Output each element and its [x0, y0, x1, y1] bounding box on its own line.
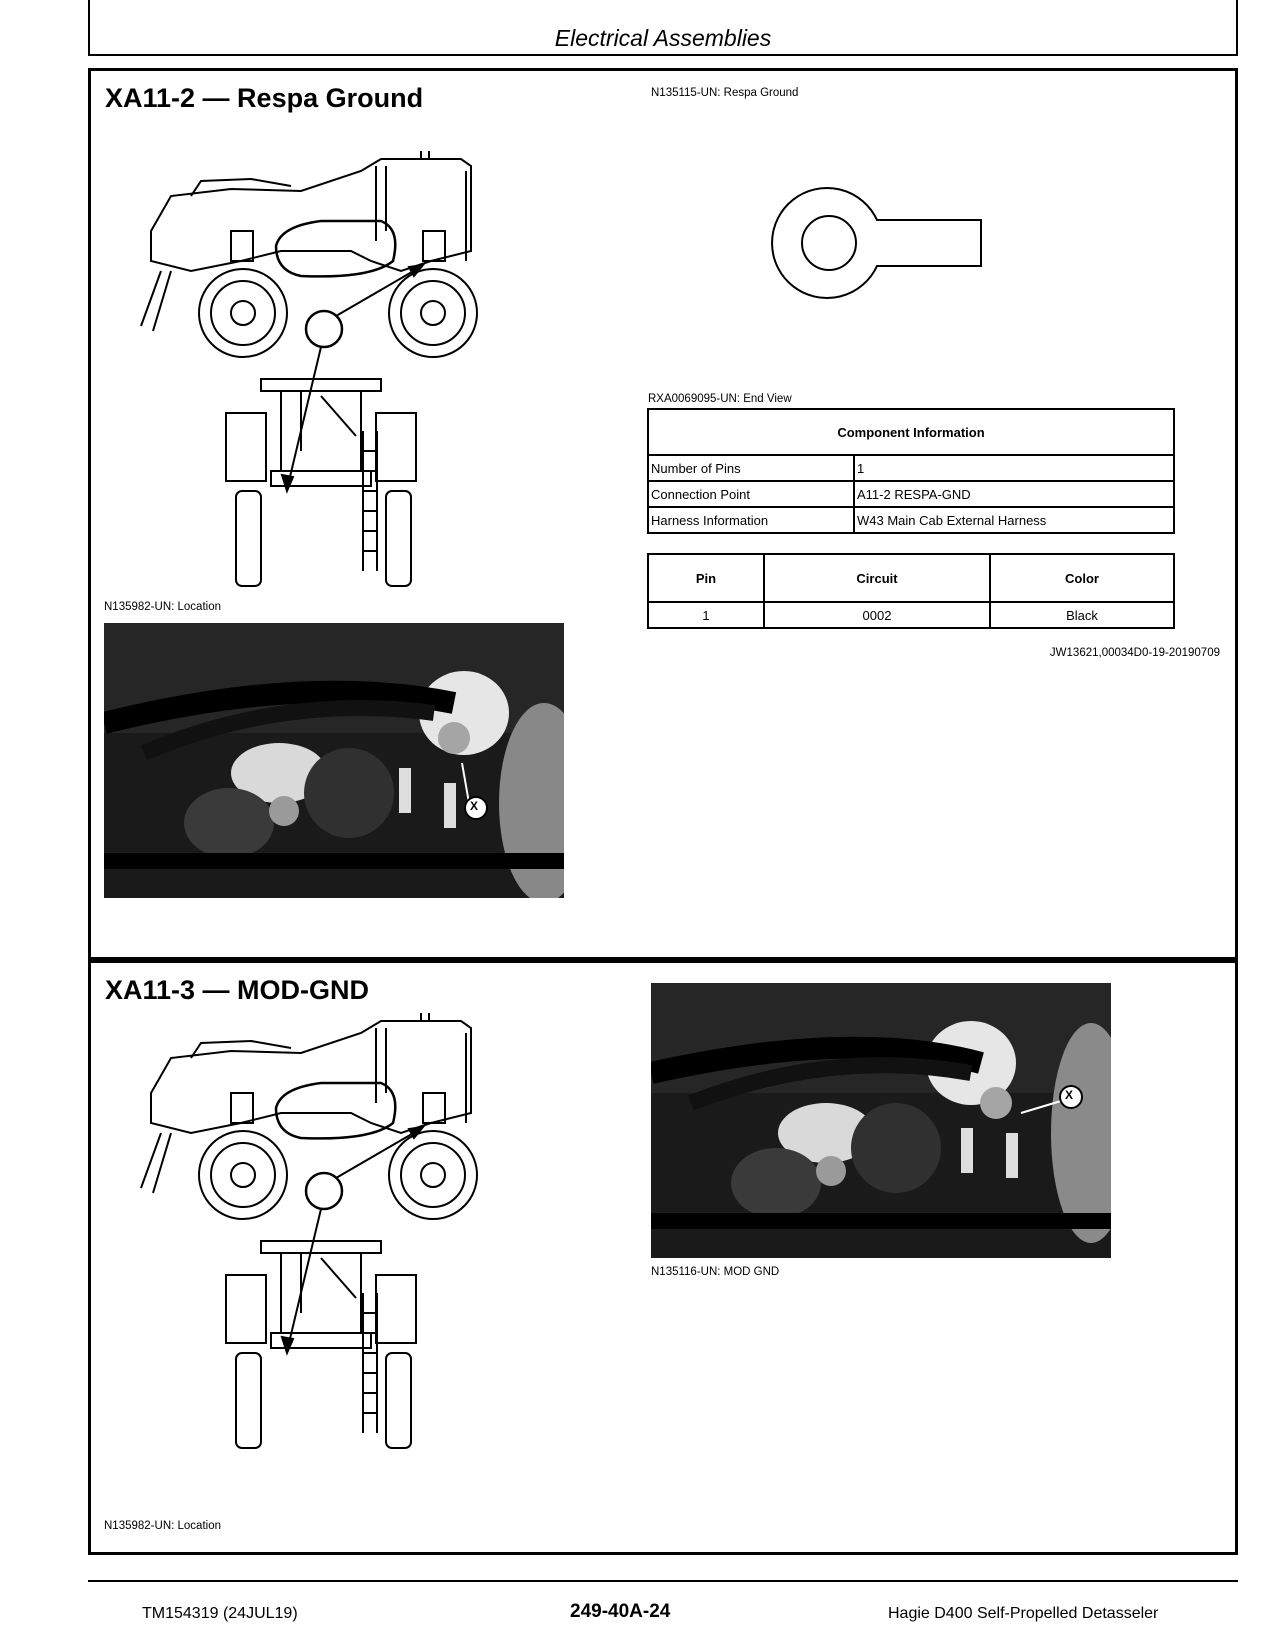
- pin-table: [647, 553, 1175, 629]
- doc-id: JW13621,00034D0-19-20190709: [1049, 647, 1220, 659]
- section-xa11-3: [88, 960, 1238, 1555]
- ring-terminal-drawing: [771, 186, 991, 306]
- table-row: [648, 481, 1174, 507]
- pin-cell: 1: [648, 602, 764, 628]
- machine-location-drawing: [131, 151, 511, 591]
- table-row: [648, 455, 1174, 481]
- machine-location-drawing: [131, 1013, 511, 1453]
- footer-right: Hagie D400 Self-Propelled Detasseler: [888, 1605, 1159, 1622]
- row-label: Connection Point: [648, 481, 854, 507]
- component-info-heading: Component Information: [648, 409, 1174, 455]
- row-value: 1: [854, 455, 1174, 481]
- table-row: [648, 507, 1174, 533]
- footer-rule: [88, 1580, 1238, 1582]
- connector-photo: [104, 623, 564, 898]
- location-caption: N135982-UN: Location: [104, 1520, 221, 1532]
- callout-label: X: [1065, 1088, 1074, 1102]
- connector-photo: [651, 983, 1111, 1258]
- section-title: XA11-3 — MOD-GND: [105, 975, 370, 1005]
- color-cell: Black: [990, 602, 1174, 628]
- circuit-cell: 0002: [764, 602, 990, 628]
- row-value: W43 Main Cab External Harness: [854, 507, 1174, 533]
- photo-caption: N135116-UN: MOD GND: [651, 1266, 780, 1278]
- component-info-table: [647, 408, 1175, 534]
- pin-header: Pin: [648, 554, 764, 602]
- footer-left: TM154319 (24JUL19): [142, 1605, 298, 1622]
- circuit-header: Circuit: [764, 554, 990, 602]
- page-header: [88, 0, 1238, 56]
- end-view-caption: RXA0069095-UN: End View: [648, 393, 792, 405]
- section-xa11-2: [88, 68, 1238, 960]
- location-caption: N135982-UN: Location: [104, 601, 221, 613]
- row-label: Number of Pins: [648, 455, 854, 481]
- header-title: Electrical Assemblies: [554, 25, 772, 51]
- row-label: Harness Information: [648, 507, 854, 533]
- end-view-caption-top: N135115-UN: Respa Ground: [651, 87, 799, 99]
- color-header: Color: [990, 554, 1174, 602]
- page-number: 249-40A-24: [570, 1601, 671, 1622]
- table-row: [648, 602, 1174, 628]
- section-title: XA11-2 — Respa Ground: [105, 83, 424, 113]
- callout-label: X: [470, 799, 479, 813]
- row-value: A11-2 RESPA-GND: [854, 481, 1174, 507]
